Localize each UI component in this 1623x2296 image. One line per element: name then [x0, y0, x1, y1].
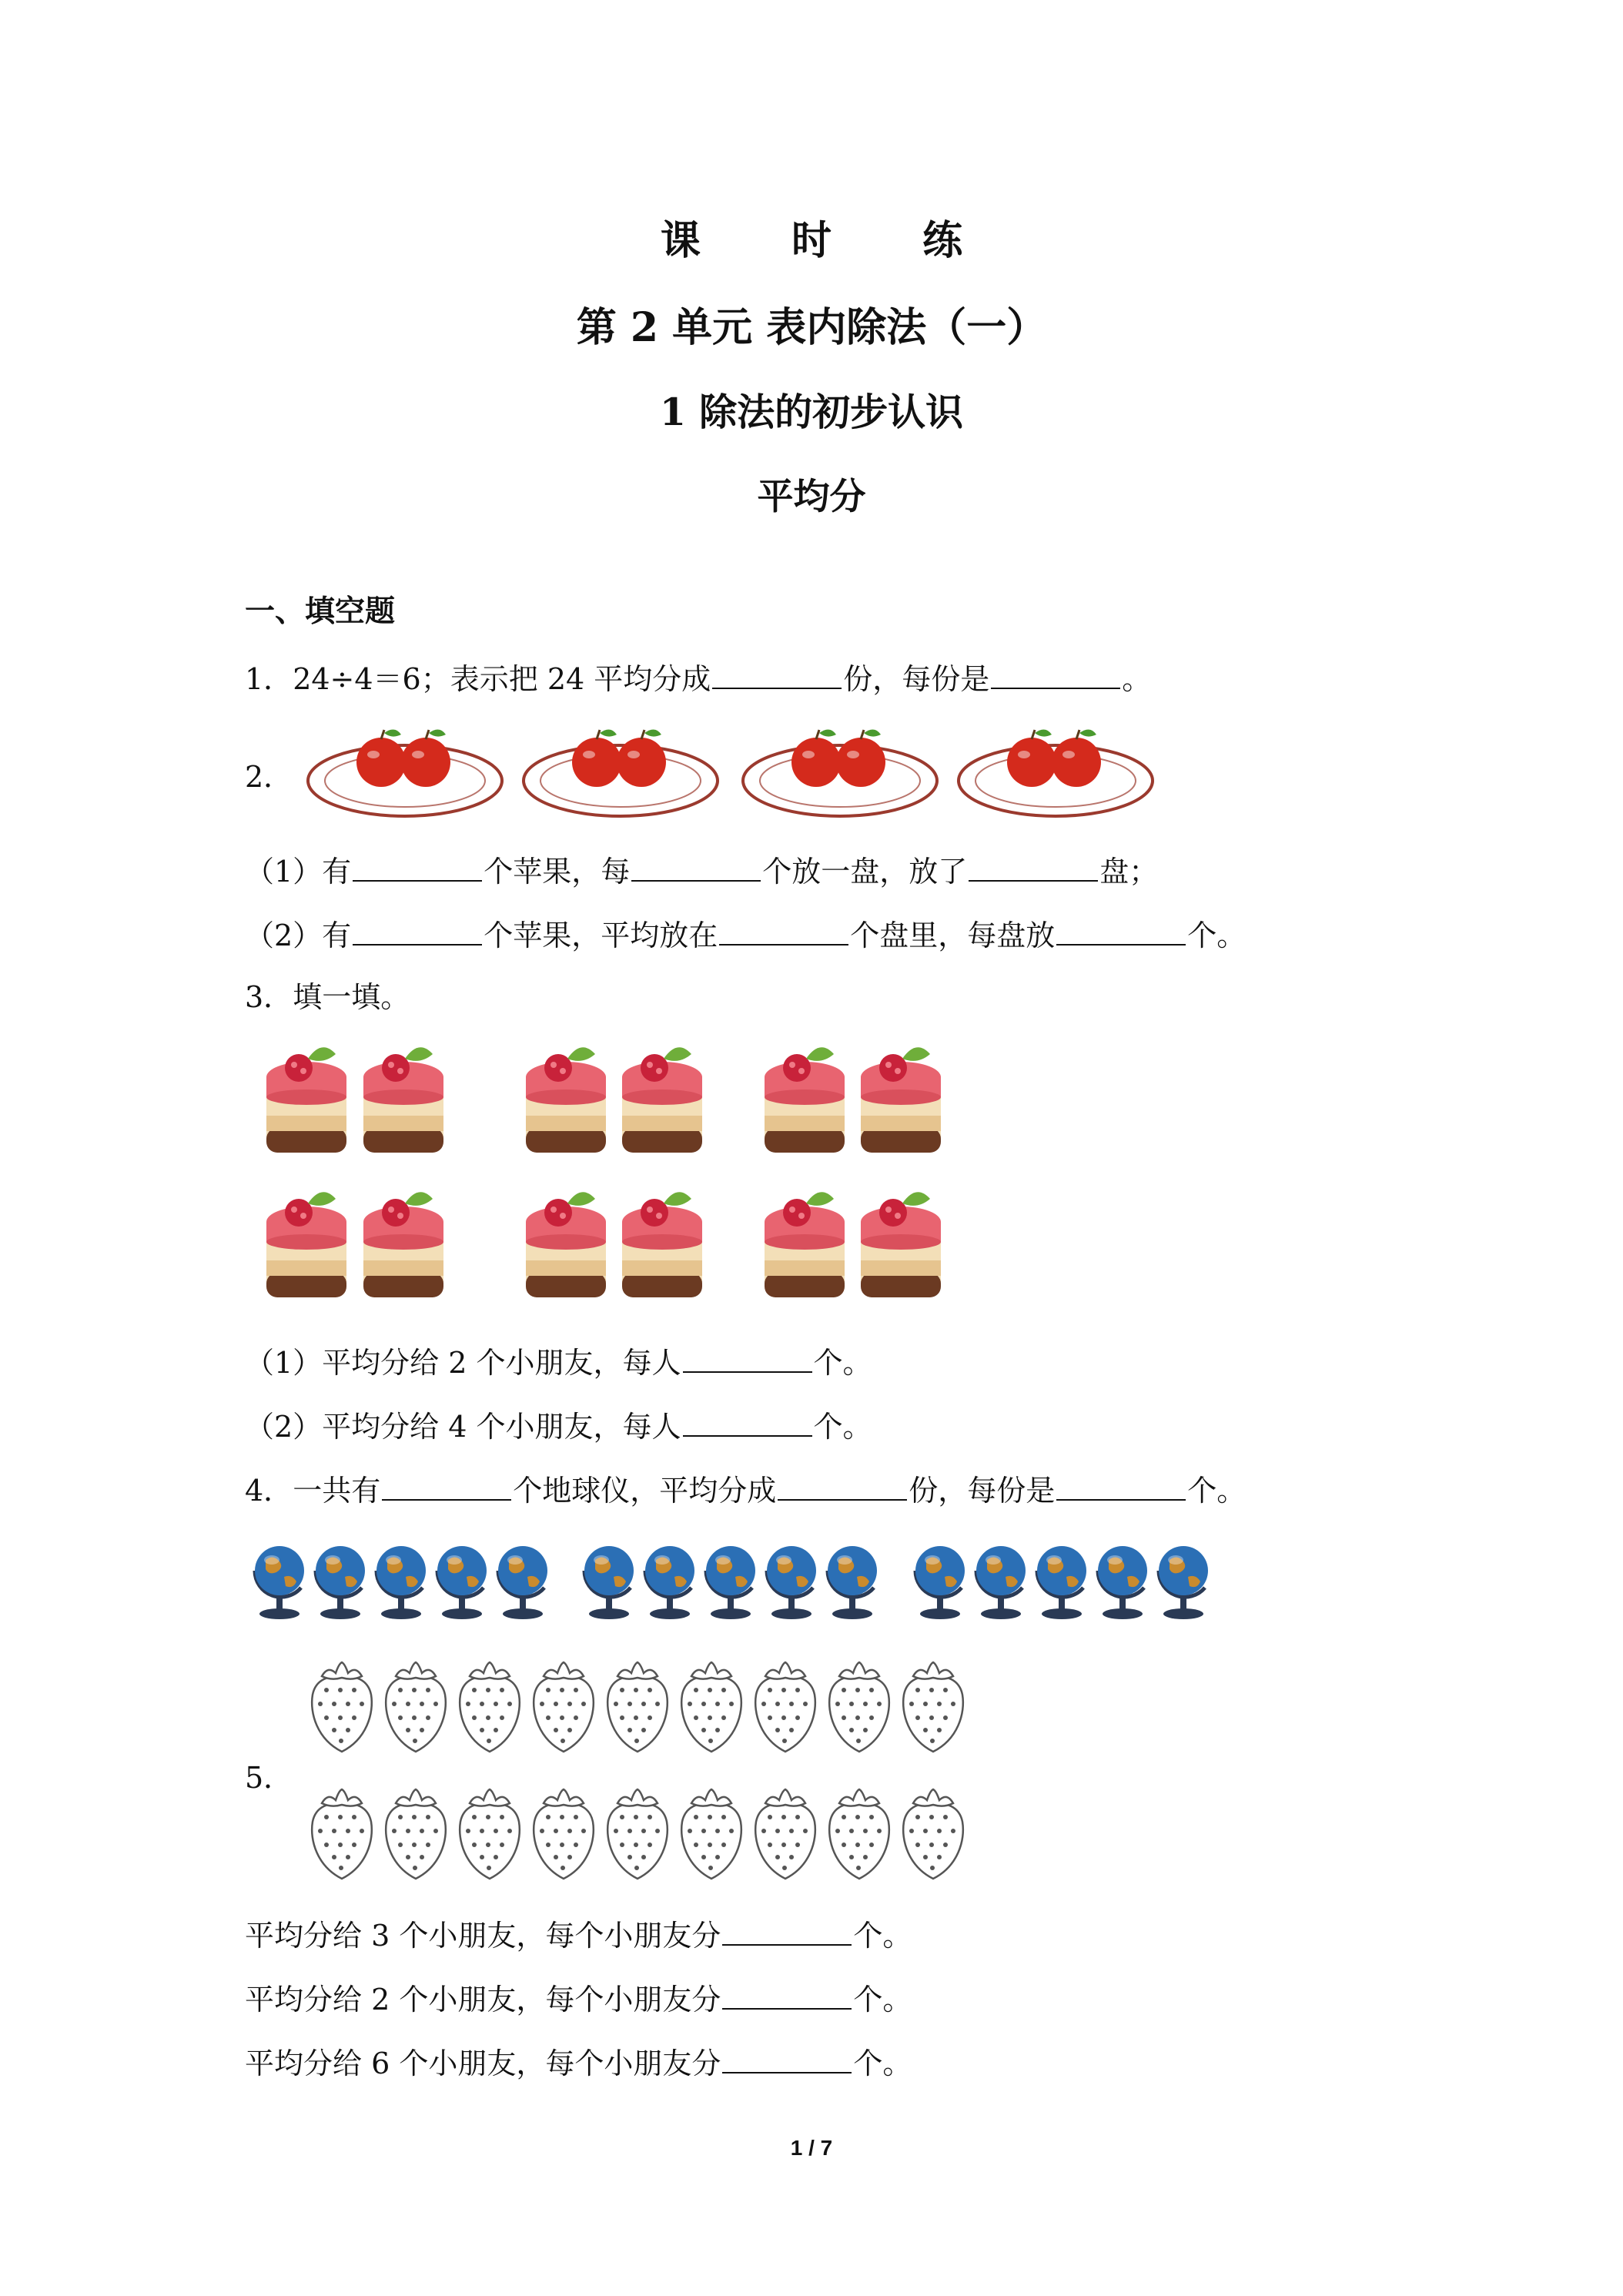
question-text: 填一填。 [293, 980, 410, 1014]
part-text: 个苹果，平均放在 [484, 919, 718, 952]
line-text: 平均分给 3 个小朋友，每个小朋友分 [245, 1919, 721, 1953]
answer-blank[interactable] [719, 915, 848, 946]
answer-blank[interactable] [353, 851, 482, 882]
strawberry-outline-icon [380, 1659, 451, 1758]
question-1 [245, 658, 1151, 698]
cake-icon [855, 1180, 947, 1313]
answer-blank[interactable] [683, 1342, 812, 1373]
cake-icon [758, 1180, 851, 1313]
strawberry-outline-icon [602, 1786, 673, 1885]
answer-blank[interactable] [382, 1470, 511, 1501]
question-3 [245, 979, 410, 1016]
strawberry-outline-icon [454, 1659, 525, 1758]
cake-icon [855, 1036, 947, 1168]
line-text: 平均分给 6 个小朋友，每个小朋友分 [245, 2047, 721, 2080]
question-5-line-2 [245, 1979, 912, 2018]
strawberry-outline-icon [898, 1786, 969, 1885]
part-text: 个。 [1187, 919, 1247, 952]
answer-blank[interactable] [991, 658, 1120, 689]
question-text: 一共有 [293, 1474, 381, 1508]
globe-icon [1032, 1540, 1094, 1625]
line-text: 个。 [853, 1983, 912, 2017]
cake-icon [616, 1036, 708, 1168]
globe-icon [311, 1540, 373, 1625]
question-number: 1． [245, 662, 293, 696]
question-3-part-1 [245, 1342, 872, 1381]
strawberry-outline-icon [380, 1786, 451, 1885]
apple-plate-icon [955, 716, 1156, 827]
globe-icon [701, 1540, 763, 1625]
question-number: 3． [245, 980, 293, 1014]
topic-title: 平均分 [757, 476, 866, 518]
page-number: 1 / 7 [790, 2136, 833, 2160]
answer-blank[interactable] [778, 1470, 907, 1501]
answer-blank[interactable] [353, 915, 482, 946]
apple-plate-icon [304, 716, 506, 827]
section-heading: 一、填空题 [245, 594, 396, 629]
cake-icon [616, 1180, 708, 1313]
part-text: （1）平均分给 2 个小朋友，每人 [245, 1346, 681, 1380]
strawberry-outline-icon [528, 1659, 599, 1758]
line-text: 个。 [853, 1919, 912, 1953]
answer-blank[interactable] [683, 1406, 812, 1437]
answer-blank[interactable] [712, 658, 842, 689]
question-2-part-2 [245, 915, 1246, 954]
line-text: 个。 [853, 2047, 912, 2080]
globe-icon [972, 1540, 1033, 1625]
question-2-part-1 [245, 851, 1158, 890]
part-text: 个盘里，每盘放 [850, 919, 1056, 952]
globe-icon [762, 1540, 824, 1625]
strawberry-outline-icon [676, 1786, 747, 1885]
part-text: 个。 [813, 1346, 872, 1380]
question-5-line-3 [245, 2043, 912, 2082]
globe-icon [1154, 1540, 1216, 1625]
question-text: 个。 [1187, 1474, 1247, 1508]
part-text: 个苹果，每 [484, 855, 631, 889]
apple-plate-icon [739, 716, 941, 827]
answer-blank[interactable] [722, 2043, 852, 2073]
question-3-part-2 [245, 1406, 872, 1445]
strawberry-outline-icon [676, 1659, 747, 1758]
globe-icon [580, 1540, 641, 1625]
page-title: 课 时 练 [660, 217, 1002, 264]
lesson-title: 1 除法的初步认识 [659, 390, 964, 434]
question-4 [245, 1470, 1246, 1509]
part-text: 个放一盘，放了 [762, 855, 968, 889]
question-text: 。 [1122, 662, 1152, 696]
question-number: 2． [245, 760, 293, 794]
cake-icon [520, 1036, 612, 1168]
part-text: 盘； [1099, 855, 1159, 889]
answer-blank[interactable] [631, 851, 761, 882]
question-number: 5． [245, 1761, 293, 1795]
globe-icon [641, 1540, 702, 1625]
cake-icon [758, 1036, 851, 1168]
question-5-line-1 [245, 1915, 912, 1954]
cake-icon [260, 1180, 353, 1313]
line-text: 平均分给 2 个小朋友，每个小朋友分 [245, 1983, 721, 2017]
globe-icon [911, 1540, 972, 1625]
strawberry-outline-icon [306, 1786, 377, 1885]
strawberry-outline-icon [898, 1659, 969, 1758]
question-number: 4． [245, 1474, 293, 1508]
strawberry-outline-icon [824, 1786, 895, 1885]
globe-icon [1093, 1540, 1155, 1625]
question-text: 24÷4＝6；表示把 24 平均分成 [293, 662, 711, 696]
strawberry-outline-icon [306, 1659, 377, 1758]
cake-icon [357, 1180, 450, 1313]
question-text: 个地球仪，平均分成 [513, 1474, 777, 1508]
answer-blank[interactable] [722, 1915, 852, 1946]
unit-title: 第 2 单元 表内除法（一） [576, 304, 1047, 351]
answer-blank[interactable] [969, 851, 1098, 882]
globe-icon [823, 1540, 885, 1625]
globe-icon [250, 1540, 312, 1625]
globe-icon [433, 1540, 494, 1625]
answer-blank[interactable] [1056, 1470, 1186, 1501]
part-text: 个。 [813, 1410, 872, 1444]
strawberry-outline-icon [824, 1659, 895, 1758]
globe-icon [494, 1540, 555, 1625]
strawberry-outline-icon [454, 1786, 525, 1885]
strawberry-outline-icon [750, 1659, 821, 1758]
strawberry-outline-icon [528, 1786, 599, 1885]
globe-icon [372, 1540, 433, 1625]
answer-blank[interactable] [722, 1979, 852, 2010]
part-text: （1）有 [245, 855, 352, 889]
strawberry-outline-icon [750, 1786, 821, 1885]
strawberry-outline-icon [602, 1659, 673, 1758]
cake-icon [520, 1180, 612, 1313]
part-text: （2）平均分给 4 个小朋友，每人 [245, 1410, 681, 1444]
question-text: 份，每份是 [909, 1474, 1056, 1508]
question-text: 份，每份是 [843, 662, 990, 696]
answer-blank[interactable] [1056, 915, 1186, 946]
apple-plate-icon [520, 716, 721, 827]
cake-icon [357, 1036, 450, 1168]
part-text: （2）有 [245, 919, 352, 952]
cake-icon [260, 1036, 353, 1168]
